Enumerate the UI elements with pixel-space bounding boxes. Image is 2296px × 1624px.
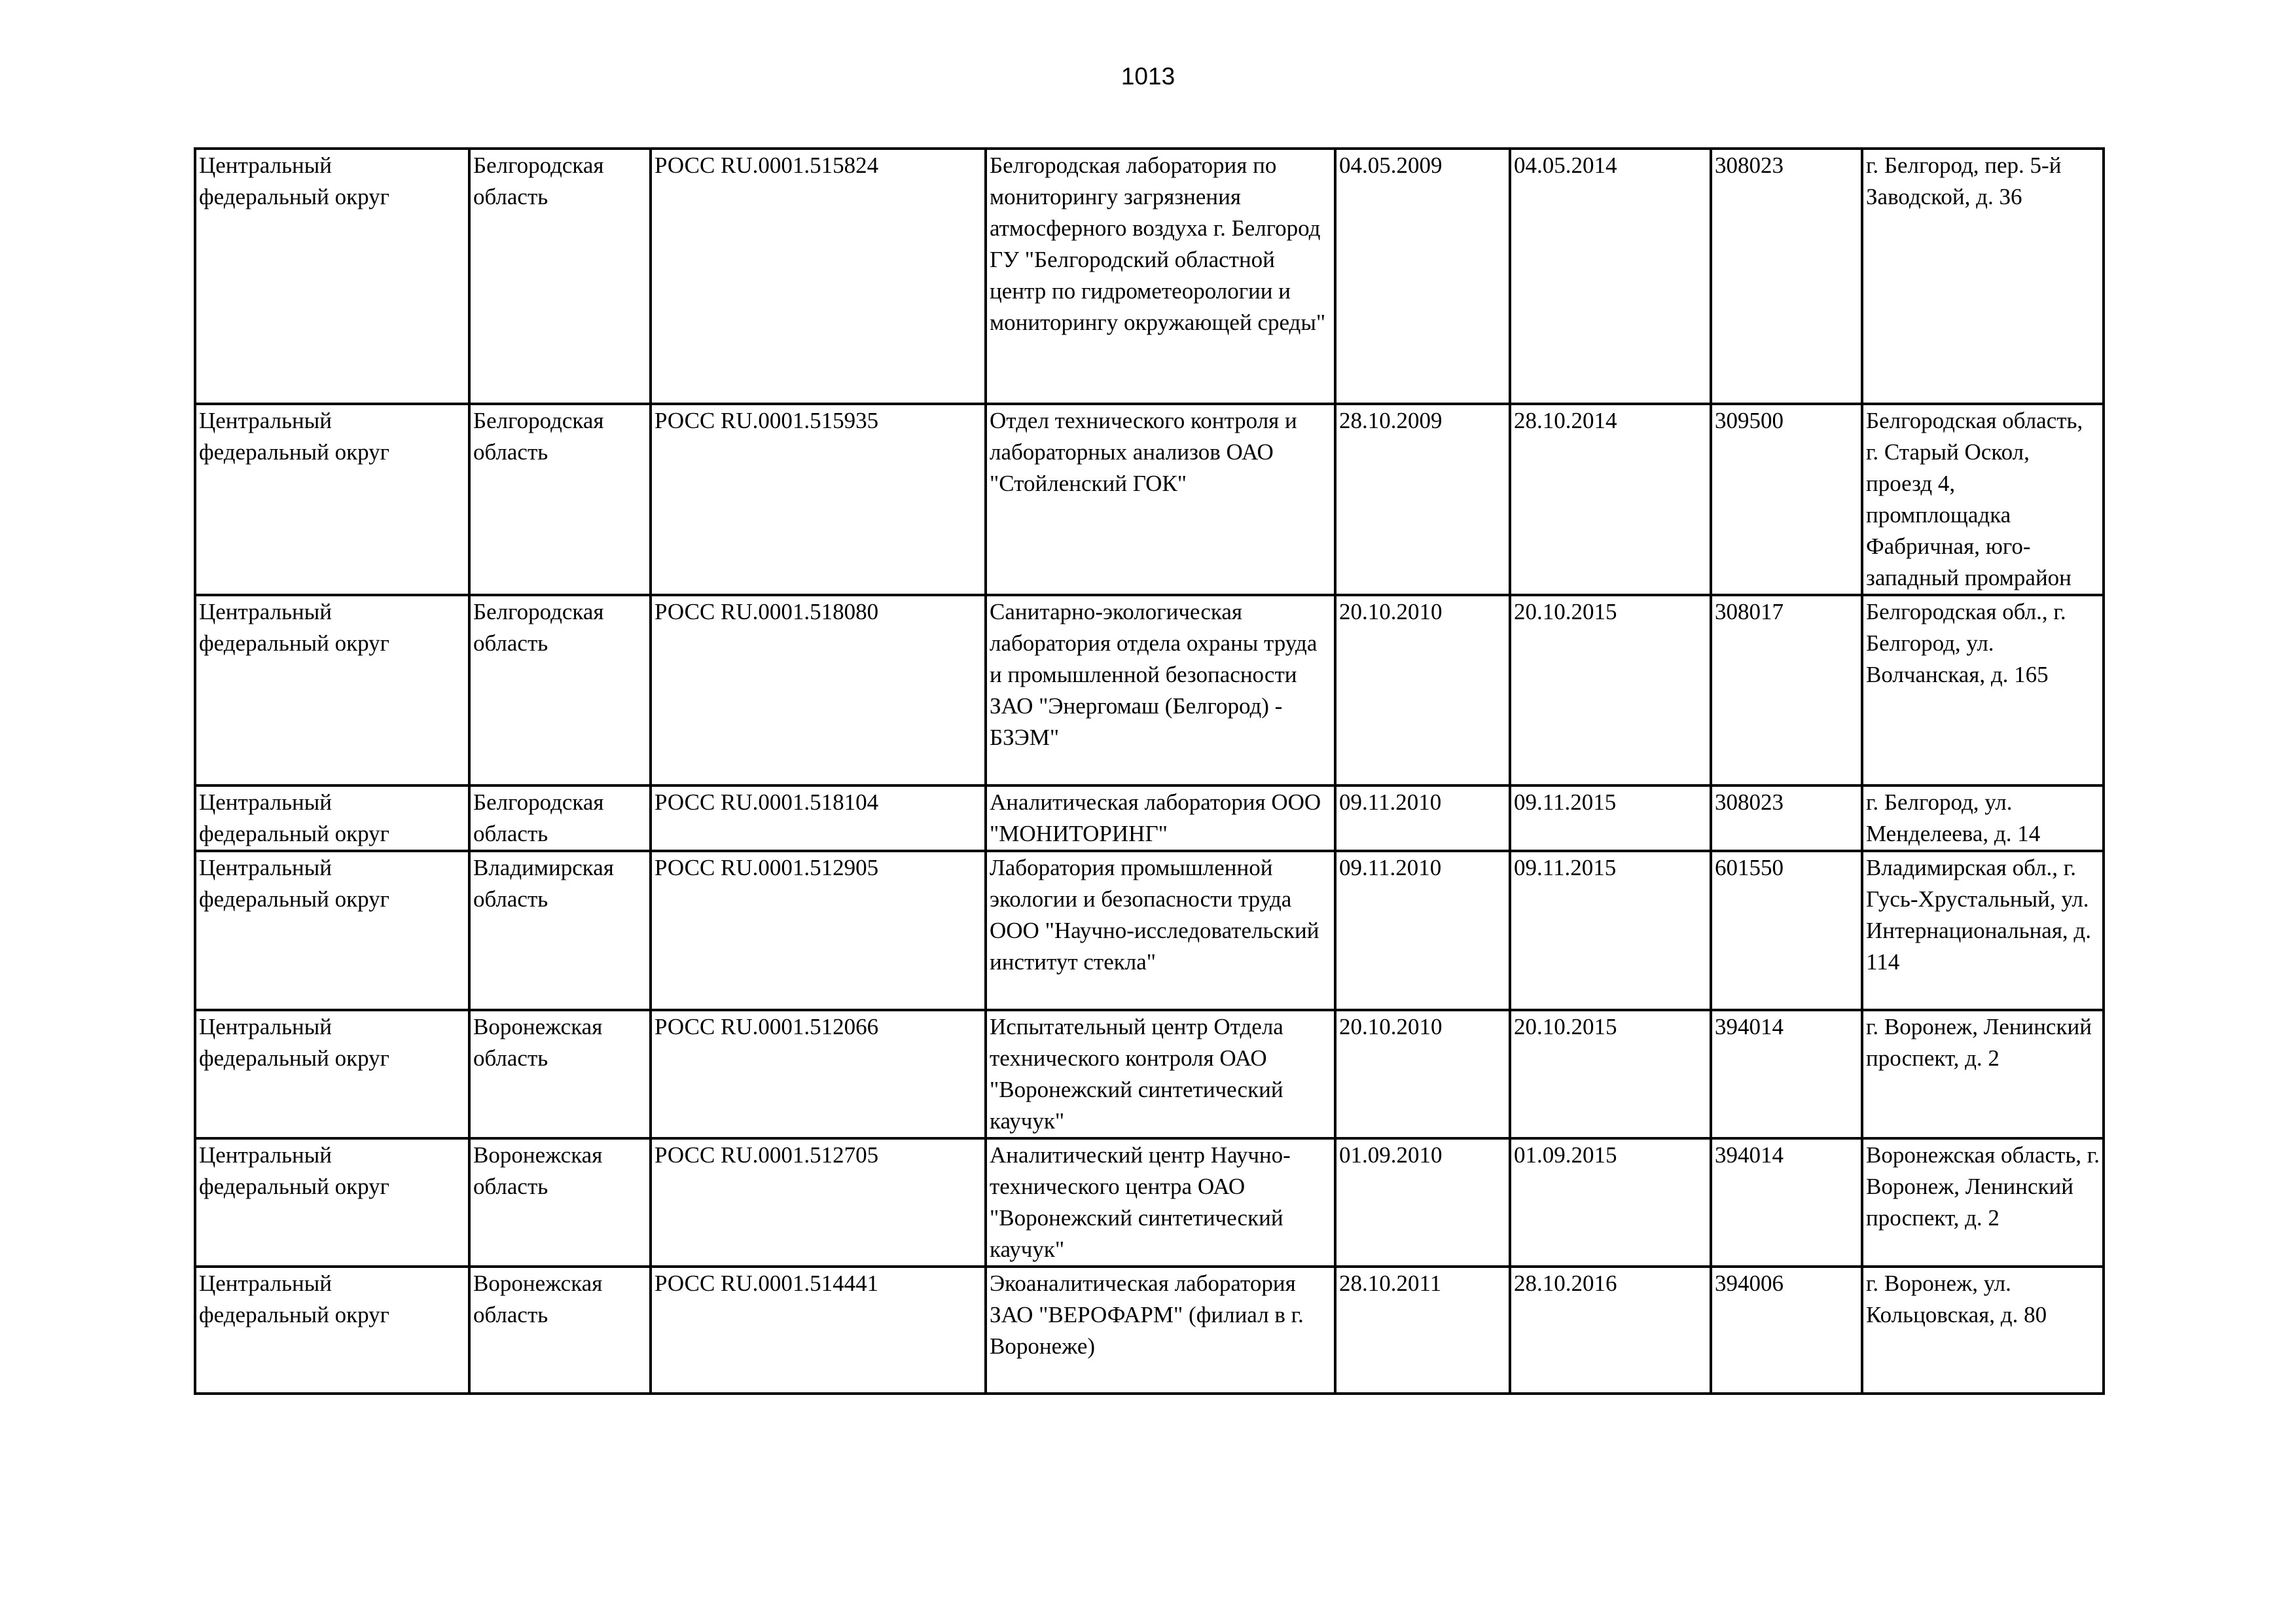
cell-date-to: 09.11.2015 (1510, 851, 1711, 1010)
cell-date-to: 20.10.2015 (1510, 1010, 1711, 1138)
cell-address: Белгородская обл., г. Белгород, ул. Волчанская, д. 165 (1862, 595, 2104, 785)
cell-address: г. Белгород, пер. 5-й Заводской, д. 36 (1862, 149, 2104, 404)
cell-name: Аналитический центр Научно-технического центра ОАО "Воронежский синтетический каучук" (986, 1138, 1335, 1267)
cell-postcode: 308023 (1711, 149, 1862, 404)
cell-postcode: 394006 (1711, 1267, 1862, 1394)
table-row (195, 1267, 2104, 1394)
cell-date-from: 28.10.2009 (1335, 404, 1510, 595)
cell-date-to: 01.09.2015 (1510, 1138, 1711, 1267)
cell-reg-number: РОСС RU.0001.512705 (651, 1138, 986, 1267)
cell-postcode: 601550 (1711, 851, 1862, 1010)
page-number: 1013 (1121, 63, 1175, 90)
cell-reg-number: РОСС RU.0001.515824 (651, 149, 986, 404)
cell-name: Отдел технического контроля и лабораторных анализов ОАО "Стойленский ГОК" (986, 404, 1335, 595)
table-row (195, 785, 2104, 851)
cell-date-to: 28.10.2016 (1510, 1267, 1711, 1394)
cell-date-to: 20.10.2015 (1510, 595, 1711, 785)
table-row (195, 149, 2104, 404)
cell-date-to: 04.05.2014 (1510, 149, 1711, 404)
cell-address: г. Воронеж, ул. Кольцовская, д. 80 (1862, 1267, 2104, 1394)
cell-district: Центральный федеральный округ (195, 1010, 469, 1138)
table-row (195, 851, 2104, 1010)
cell-region: Владимирская область (469, 851, 651, 1010)
cell-postcode: 308023 (1711, 785, 1862, 851)
cell-district: Центральный федеральный округ (195, 1138, 469, 1267)
cell-region: Воронежская область (469, 1138, 651, 1267)
cell-name: Лаборатория промышленной экологии и безопасности труда ООО "Научно-исследовательский институт стекла" (986, 851, 1335, 1010)
cell-date-to: 28.10.2014 (1510, 404, 1711, 595)
cell-name: Аналитическая лаборатория ООО "МОНИТОРИНГ" (986, 785, 1335, 851)
cell-date-from: 09.11.2010 (1335, 851, 1510, 1010)
cell-date-from: 01.09.2010 (1335, 1138, 1510, 1267)
cell-address: Владимирская обл., г. Гусь-Хрустальный, ул. Интернациональная, д. 114 (1862, 851, 2104, 1010)
cell-region: Белгородская область (469, 785, 651, 851)
cell-reg-number: РОСС RU.0001.518080 (651, 595, 986, 785)
cell-date-from: 20.10.2010 (1335, 1010, 1510, 1138)
cell-postcode: 394014 (1711, 1010, 1862, 1138)
cell-address: г. Белгород, ул. Менделеева, д. 14 (1862, 785, 2104, 851)
cell-postcode: 309500 (1711, 404, 1862, 595)
cell-postcode: 308017 (1711, 595, 1862, 785)
cell-district: Центральный федеральный округ (195, 1267, 469, 1394)
cell-name: Испытательный центр Отдела технического контроля ОАО "Воронежский синтетический каучук" (986, 1010, 1335, 1138)
table-row (195, 404, 2104, 595)
cell-address: Белгородская область, г. Старый Оскол, проезд 4, промплощадка Фабричная, юго-западный промрайон (1862, 404, 2104, 595)
cell-postcode: 394014 (1711, 1138, 1862, 1267)
cell-name: Белгородская лаборатория по мониторингу загрязнения атмосферного воздуха г. Белгород ГУ "Белгородский областной центр по гидрометеорологии и мониторингу окружающей среды" (986, 149, 1335, 404)
table-row (195, 595, 2104, 785)
cell-address: Воронежская область, г. Воронеж, Ленинский проспект, д. 2 (1862, 1138, 2104, 1267)
registry-table (194, 147, 2105, 1395)
cell-name: Санитарно-экологическая лаборатория отдела охраны труда и промышленной безопасности ЗАО "Энергомаш (Белгород) - БЗЭМ" (986, 595, 1335, 785)
cell-district: Центральный федеральный округ (195, 595, 469, 785)
cell-district: Центральный федеральный округ (195, 404, 469, 595)
cell-reg-number: РОСС RU.0001.515935 (651, 404, 986, 595)
cell-reg-number: РОСС RU.0001.518104 (651, 785, 986, 851)
table-row (195, 1138, 2104, 1267)
cell-reg-number: РОСС RU.0001.514441 (651, 1267, 986, 1394)
cell-district: Центральный федеральный округ (195, 785, 469, 851)
cell-district: Центральный федеральный округ (195, 149, 469, 404)
cell-name: Экоаналитическая лаборатория ЗАО "ВЕРОФАРМ" (филиал в г. Воронеже) (986, 1267, 1335, 1394)
cell-region: Воронежская область (469, 1267, 651, 1394)
cell-region: Воронежская область (469, 1010, 651, 1138)
cell-address: г. Воронеж, Ленинский проспект, д. 2 (1862, 1010, 2104, 1138)
cell-region: Белгородская область (469, 404, 651, 595)
cell-reg-number: РОСС RU.0001.512066 (651, 1010, 986, 1138)
cell-district: Центральный федеральный округ (195, 851, 469, 1010)
cell-date-from: 20.10.2010 (1335, 595, 1510, 785)
table-row (195, 1010, 2104, 1138)
cell-reg-number: РОСС RU.0001.512905 (651, 851, 986, 1010)
cell-date-from: 09.11.2010 (1335, 785, 1510, 851)
cell-region: Белгородская область (469, 595, 651, 785)
cell-region: Белгородская область (469, 149, 651, 404)
cell-date-from: 04.05.2009 (1335, 149, 1510, 404)
cell-date-from: 28.10.2011 (1335, 1267, 1510, 1394)
cell-date-to: 09.11.2015 (1510, 785, 1711, 851)
